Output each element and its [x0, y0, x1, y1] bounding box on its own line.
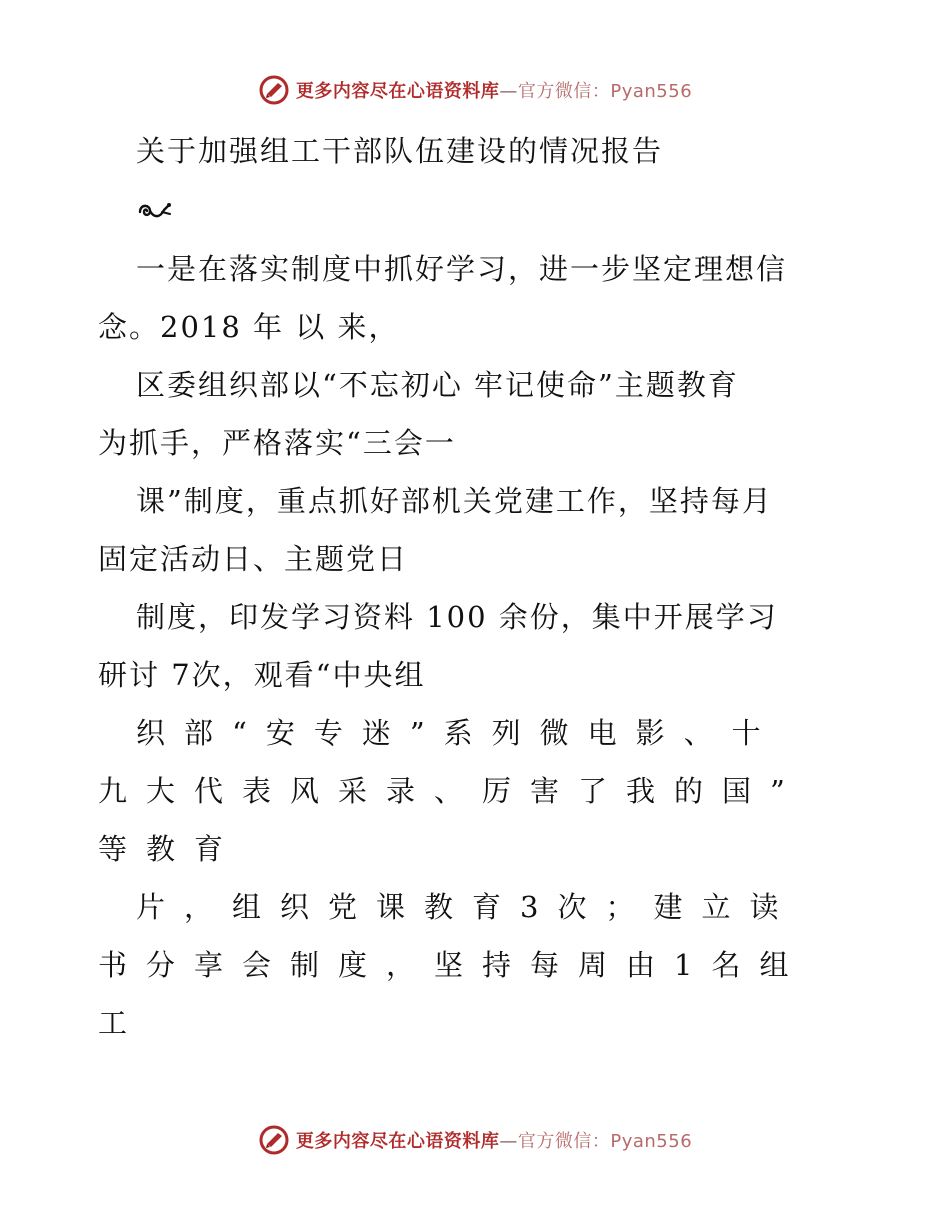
paragraph-line: 书分享会制度，坚持每周由1名组 — [98, 948, 808, 982]
brand-logo-icon — [258, 74, 290, 106]
paragraph-line: 一是在落实制度中抓好学习，进一步坚定理想信 — [136, 252, 788, 286]
paragraph-line: 等教育 — [98, 832, 243, 866]
paragraph-line: 九大代表风采录、厉害了我的国” — [98, 774, 804, 808]
header-banner — [0, 72, 950, 108]
banner-text — [296, 1127, 692, 1153]
paragraph-line: 念。2018 年 以 来， — [98, 310, 400, 344]
document-title: 关于加强组工干部队伍建设的情况报告 — [136, 134, 664, 168]
paragraph-line: 制度，印发学习资料 100 余份，集中开展学习 — [136, 600, 778, 634]
banner-brand: 更多内容尽在心语资料库 — [295, 81, 500, 102]
flourish-ornament-icon — [136, 198, 174, 222]
document-body — [98, 122, 858, 1052]
paragraph-line: 区委组织部以“不忘初心 牢记使命”主题教育 — [136, 368, 739, 402]
footer-banner — [0, 1122, 950, 1158]
banner-group — [258, 1124, 692, 1156]
paragraph-line: 课”制度，重点抓好部机关党建工作，坚持每月 — [136, 484, 773, 518]
banner-brand: 更多内容尽在心语资料库 — [295, 1131, 500, 1152]
paragraph-line: 工 — [98, 1006, 130, 1040]
banner-group — [258, 74, 692, 106]
banner-contact: 官方微信：Pyan556 — [517, 81, 693, 102]
banner-contact: 官方微信：Pyan556 — [517, 1131, 693, 1152]
paragraph-line: 片，组织党课教育3次；建立读 — [136, 890, 798, 924]
banner-separator: — — [499, 81, 518, 102]
paragraph-line: 固定活动日、主题党日 — [98, 542, 409, 576]
banner-text — [296, 77, 692, 103]
paragraph-line: 为抓手，严格落实“三会一 — [98, 426, 456, 460]
paragraph-line: 织部“安专迷”系列微电影、十 — [136, 716, 780, 750]
brand-logo-icon — [258, 1124, 290, 1156]
flourish-row — [98, 180, 858, 240]
banner-separator: — — [499, 1131, 518, 1152]
paragraph-line: 研讨 7次，观看“中央组 — [98, 658, 426, 692]
